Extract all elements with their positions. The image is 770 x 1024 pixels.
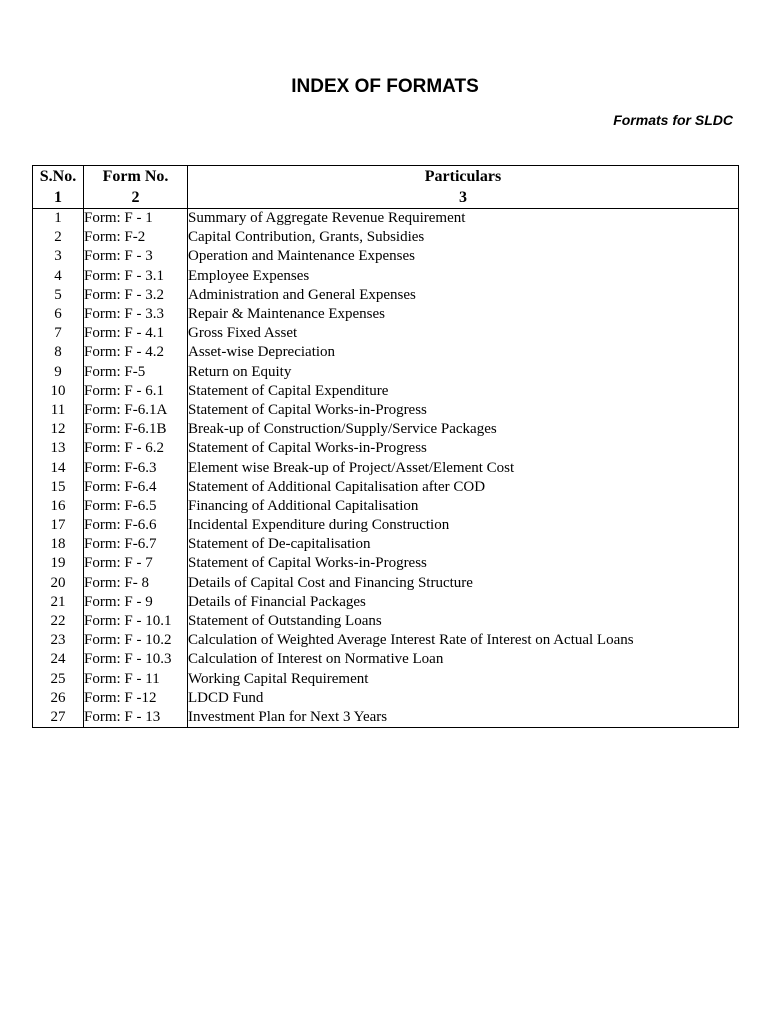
row-form-no: Form: F - 3: [84, 247, 188, 266]
column-header-particulars: Particulars: [188, 166, 739, 188]
row-sno: 12: [33, 420, 84, 439]
row-form-no: Form: F- 8: [84, 574, 188, 593]
row-sno: 8: [33, 343, 84, 362]
row-form-no: Form: F-6.7: [84, 535, 188, 554]
row-particulars: Gross Fixed Asset: [188, 324, 739, 343]
row-sno: 19: [33, 554, 84, 573]
row-sno: 14: [33, 458, 84, 477]
row-sno: 4: [33, 267, 84, 286]
table-row: [33, 689, 739, 708]
row-form-no: Form: F-2: [84, 228, 188, 247]
table-row: [33, 554, 739, 573]
row-form-no: Form: F - 11: [84, 670, 188, 689]
row-sno: 9: [33, 363, 84, 382]
row-particulars: Administration and General Expenses: [188, 286, 739, 305]
table-row: [33, 708, 739, 728]
table-row: [33, 670, 739, 689]
table-row: [33, 209, 739, 229]
row-sno: 21: [33, 593, 84, 612]
row-form-no: Form: F - 3.3: [84, 305, 188, 324]
formats-index-table: [32, 165, 739, 728]
row-particulars: Incidental Expenditure during Construction: [188, 516, 739, 535]
table-row: [33, 343, 739, 362]
row-form-no: Form: F - 9: [84, 593, 188, 612]
row-particulars: Statement of Capital Works-in-Progress: [188, 554, 739, 573]
row-form-no: Form: F-6.3: [84, 458, 188, 477]
row-form-no: Form: F-6.4: [84, 478, 188, 497]
row-sno: 25: [33, 670, 84, 689]
table-body: [33, 209, 739, 728]
row-sno: 17: [33, 516, 84, 535]
column-number-2: 2: [84, 187, 188, 209]
table-row: [33, 478, 739, 497]
table-row: [33, 439, 739, 458]
row-particulars: Calculation of Interest on Normative Loan: [188, 650, 739, 669]
table-row: [33, 650, 739, 669]
row-form-no: Form: F -12: [84, 689, 188, 708]
row-form-no: Form: F - 10.3: [84, 650, 188, 669]
row-particulars: Summary of Aggregate Revenue Requirement: [188, 209, 739, 229]
row-form-no: Form: F - 6.2: [84, 439, 188, 458]
row-sno: 24: [33, 650, 84, 669]
row-particulars: Return on Equity: [188, 363, 739, 382]
table-column-number-row: [33, 187, 739, 209]
row-particulars: Calculation of Weighted Average Interest Rate of Interest on Actual Loans: [188, 631, 739, 650]
table-row: [33, 401, 739, 420]
table-row: [33, 324, 739, 343]
table-row: [33, 305, 739, 324]
row-sno: 26: [33, 689, 84, 708]
row-sno: 2: [33, 228, 84, 247]
row-particulars: Financing of Additional Capitalisation: [188, 497, 739, 516]
row-sno: 3: [33, 247, 84, 266]
row-form-no: Form: F - 10.2: [84, 631, 188, 650]
column-number-1: 1: [33, 187, 84, 209]
table-row: [33, 420, 739, 439]
table-row: [33, 631, 739, 650]
row-form-no: Form: F-6.6: [84, 516, 188, 535]
row-particulars: Break-up of Construction/Supply/Service Packages: [188, 420, 739, 439]
row-particulars: Details of Capital Cost and Financing Structure: [188, 574, 739, 593]
row-particulars: Statement of Outstanding Loans: [188, 612, 739, 631]
row-form-no: Form: F-5: [84, 363, 188, 382]
table-row: [33, 286, 739, 305]
row-sno: 20: [33, 574, 84, 593]
row-form-no: Form: F-6.1A: [84, 401, 188, 420]
row-sno: 22: [33, 612, 84, 631]
column-number-3: 3: [188, 187, 739, 209]
row-sno: 18: [33, 535, 84, 554]
row-form-no: Form: F - 3.1: [84, 267, 188, 286]
row-particulars: Statement of Capital Works-in-Progress: [188, 439, 739, 458]
row-particulars: LDCD Fund: [188, 689, 739, 708]
row-form-no: Form: F - 1: [84, 209, 188, 229]
row-sno: 15: [33, 478, 84, 497]
column-header-sno: S.No.: [33, 166, 84, 188]
table-row: [33, 247, 739, 266]
row-sno: 11: [33, 401, 84, 420]
row-particulars: Capital Contribution, Grants, Subsidies: [188, 228, 739, 247]
table-header-row: [33, 166, 739, 188]
row-form-no: Form: F - 7: [84, 554, 188, 573]
row-particulars: Statement of Capital Works-in-Progress: [188, 401, 739, 420]
row-sno: 7: [33, 324, 84, 343]
table-row: [33, 382, 739, 401]
row-form-no: Form: F - 3.2: [84, 286, 188, 305]
row-sno: 13: [33, 439, 84, 458]
row-particulars: Statement of De-capitalisation: [188, 535, 739, 554]
table-row: [33, 267, 739, 286]
row-particulars: Employee Expenses: [188, 267, 739, 286]
row-form-no: Form: F-6.5: [84, 497, 188, 516]
table-row: [33, 458, 739, 477]
table-row: [33, 574, 739, 593]
row-particulars: Asset-wise Depreciation: [188, 343, 739, 362]
column-header-form-no: Form No.: [84, 166, 188, 188]
row-form-no: Form: F - 10.1: [84, 612, 188, 631]
row-sno: 16: [33, 497, 84, 516]
table-row: [33, 612, 739, 631]
table-row: [33, 228, 739, 247]
row-particulars: Element wise Break-up of Project/Asset/Element Cost: [188, 458, 739, 477]
row-particulars: Investment Plan for Next 3 Years: [188, 708, 739, 728]
row-particulars: Working Capital Requirement: [188, 670, 739, 689]
row-sno: 10: [33, 382, 84, 401]
row-form-no: Form: F - 6.1: [84, 382, 188, 401]
table-row: [33, 497, 739, 516]
row-form-no: Form: F-6.1B: [84, 420, 188, 439]
table-row: [33, 363, 739, 382]
table-row: [33, 535, 739, 554]
row-form-no: Form: F - 13: [84, 708, 188, 728]
row-sno: 23: [33, 631, 84, 650]
row-particulars: Statement of Additional Capitalisation after COD: [188, 478, 739, 497]
row-form-no: Form: F - 4.2: [84, 343, 188, 362]
row-particulars: Details of Financial Packages: [188, 593, 739, 612]
page-title: INDEX OF FORMATS: [291, 76, 479, 97]
row-form-no: Form: F - 4.1: [84, 324, 188, 343]
row-particulars: Operation and Maintenance Expenses: [188, 247, 739, 266]
row-sno: 5: [33, 286, 84, 305]
row-sno: 1: [33, 209, 84, 229]
row-sno: 27: [33, 708, 84, 728]
row-particulars: Statement of Capital Expenditure: [188, 382, 739, 401]
page-subtitle: Formats for SLDC: [613, 112, 733, 128]
table-row: [33, 516, 739, 535]
table-row: [33, 593, 739, 612]
row-sno: 6: [33, 305, 84, 324]
row-particulars: Repair & Maintenance Expenses: [188, 305, 739, 324]
